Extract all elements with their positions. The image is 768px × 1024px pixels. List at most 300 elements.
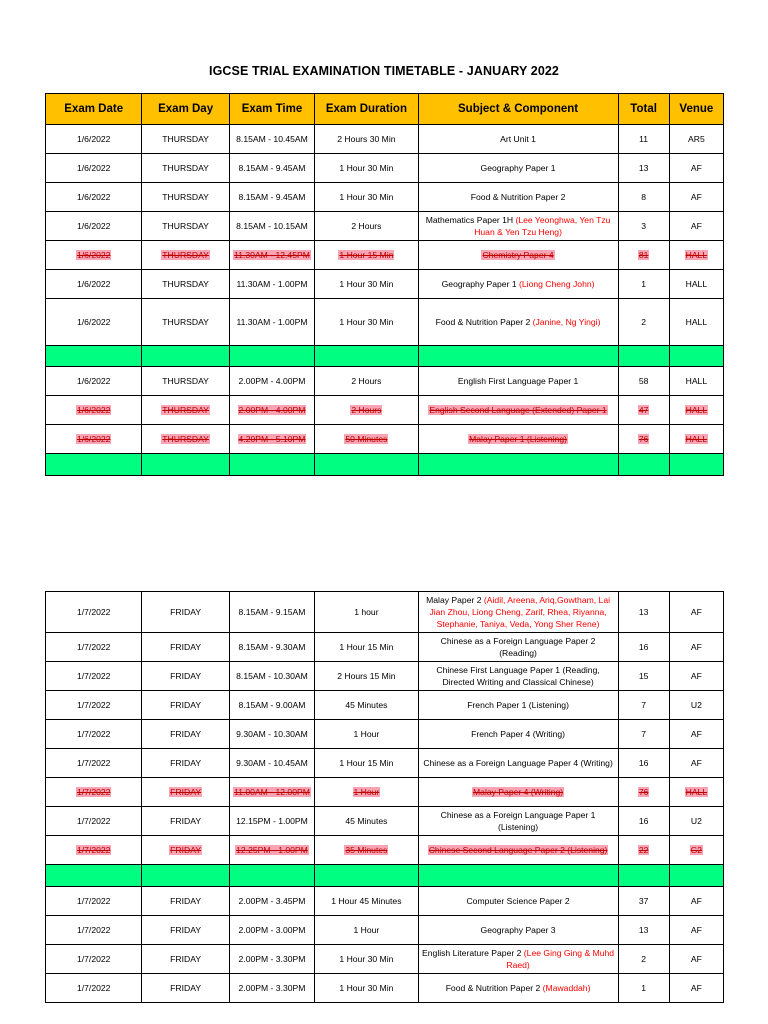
- exam-time-cell: [229, 836, 314, 865]
- exam-date-text: 1/6/2022: [76, 317, 111, 327]
- total-text: 8: [641, 192, 646, 202]
- subject-text: Chinese Second Language Paper 2 (Listening): [428, 845, 608, 855]
- table-row: [46, 916, 724, 945]
- exam-date-text: 1/6/2022: [76, 376, 111, 386]
- exam-day-cell: [142, 396, 229, 425]
- exam-day-text: FRIDAY: [170, 983, 202, 993]
- exam-duration-text: 1 Hour: [353, 925, 380, 935]
- exam-time-text: 4.20PM - 5.10PM: [238, 434, 306, 444]
- exam-day-cell: [142, 887, 229, 916]
- header-exam-time: Exam Time: [229, 94, 314, 125]
- exam-date-text: 1/7/2022: [76, 758, 111, 768]
- exam-time-text: 8.15AM - 10.45AM: [236, 134, 308, 144]
- venue-text: AF: [690, 642, 702, 652]
- subject-text: Chemistry Paper 4: [482, 250, 554, 260]
- total-text: 47: [638, 405, 649, 415]
- spacer-cell: [669, 865, 723, 887]
- exam-duration-cell: [315, 299, 418, 346]
- exam-time-cell: [229, 916, 314, 945]
- subject-text: Malay Paper 2: [426, 595, 482, 605]
- exam-time-text: 11.30AM - 12.45PM: [234, 250, 310, 260]
- exam-duration-text: 1 hour: [354, 607, 379, 617]
- exam-day-text: FRIDAY: [170, 816, 202, 826]
- spacer-cell: [229, 454, 314, 476]
- total-cell: [618, 836, 669, 865]
- venue-text: HALL: [685, 405, 708, 415]
- exam-duration-cell: [315, 887, 418, 916]
- header-row: [46, 94, 724, 125]
- exam-duration-text: 2 Hours 15 Min: [337, 671, 396, 681]
- exam-time-cell: [229, 212, 314, 241]
- exam-day-cell: [142, 154, 229, 183]
- venue-text: HALL: [685, 250, 708, 260]
- total-text: 13: [638, 607, 649, 617]
- exam-date-cell: [46, 916, 142, 945]
- total-text: 11: [639, 134, 649, 144]
- subject-cell: [418, 592, 618, 633]
- venue-text: AF: [690, 758, 702, 768]
- total-text: 1: [641, 983, 646, 993]
- spacer-cell: [418, 865, 618, 887]
- total-cell: [618, 887, 669, 916]
- exam-day-text: FRIDAY: [170, 845, 202, 855]
- venue-text: HALL: [685, 434, 708, 444]
- exam-day-text: THURSDAY: [162, 317, 209, 327]
- exam-day-cell: [142, 807, 229, 836]
- total-text: 15: [638, 671, 649, 681]
- exam-date-cell: [46, 183, 142, 212]
- spacer-cell: [618, 346, 669, 367]
- exam-day-text: THURSDAY: [162, 221, 209, 231]
- total-cell: [618, 720, 669, 749]
- subject-cell: [418, 836, 618, 865]
- total-text: 13: [638, 163, 649, 173]
- subject-cell: [418, 887, 618, 916]
- venue-text: AF: [690, 163, 702, 173]
- exam-time-text: 12.25PM - 1.00PM: [236, 845, 308, 855]
- subject-text: Food & Nutrition Paper 2: [470, 192, 566, 202]
- exam-date-cell: [46, 154, 142, 183]
- exam-day-cell: [142, 633, 229, 662]
- exam-date-text: 1/6/2022: [76, 134, 111, 144]
- exam-date-text: 1/6/2022: [76, 250, 111, 260]
- venue-text: AF: [690, 607, 702, 617]
- subject-text: Chinese First Language Paper 1 (Reading, Directed Writing and Classical Chinese): [436, 665, 600, 687]
- exam-time-text: 2.00PM - 3.30PM: [238, 954, 306, 964]
- exam-time-text: 8.15AM - 9.15AM: [238, 607, 306, 617]
- exam-date-cell: [46, 592, 142, 633]
- exam-duration-text: 1 Hour 15 Min: [339, 758, 394, 768]
- spacer-cell: [46, 454, 142, 476]
- exam-date-cell: [46, 778, 142, 807]
- exam-date-text: 1/6/2022: [76, 192, 111, 202]
- subject-cell: [418, 778, 618, 807]
- venue-text: AF: [690, 192, 702, 202]
- exam-date-text: 1/6/2022: [76, 405, 111, 415]
- total-cell: [618, 778, 669, 807]
- timetable-friday: [45, 591, 724, 1003]
- table-row: [46, 592, 724, 633]
- exam-duration-cell: [315, 662, 418, 691]
- venue-text: U2: [690, 816, 702, 826]
- subject-text: Chinese as a Foreign Language Paper 1 (Listening): [440, 810, 596, 832]
- exam-day-text: FRIDAY: [170, 787, 202, 797]
- subject-text: English Literature Paper 2: [422, 948, 522, 958]
- exam-time-text: 8.15AM - 10.30AM: [236, 671, 308, 681]
- exam-date-cell: [46, 367, 142, 396]
- total-text: 16: [638, 816, 649, 826]
- spacer-cell: [142, 346, 229, 367]
- exam-day-text: FRIDAY: [170, 607, 202, 617]
- exam-duration-cell: [315, 836, 418, 865]
- subject-cell: [418, 945, 618, 974]
- page-title: IGCSE TRIAL EXAMINATION TIMETABLE - JANUARY 2022: [209, 64, 559, 78]
- exam-duration-text: 35 Minutes: [345, 845, 388, 855]
- exam-date-text: 1/7/2022: [76, 642, 111, 652]
- exam-time-cell: [229, 691, 314, 720]
- exam-day-cell: [142, 720, 229, 749]
- total-text: 2: [641, 317, 646, 327]
- venue-cell: [669, 125, 723, 154]
- exam-duration-text: 45 Minutes: [345, 700, 388, 710]
- total-cell: [618, 945, 669, 974]
- table-row: [46, 396, 724, 425]
- exam-time-text: 9.30AM - 10.45AM: [236, 758, 308, 768]
- venue-text: HALL: [685, 787, 708, 797]
- exam-duration-cell: [315, 691, 418, 720]
- exam-duration-text: 1 Hour: [353, 787, 380, 797]
- exam-duration-cell: [315, 154, 418, 183]
- spacer-cell: [142, 865, 229, 887]
- spacer-row: [46, 865, 724, 887]
- exam-date-text: 1/7/2022: [76, 700, 111, 710]
- subject-cell: [418, 974, 618, 1003]
- exam-date-cell: [46, 974, 142, 1003]
- exam-duration-cell: [315, 396, 418, 425]
- subject-text: Food & Nutrition Paper 2: [435, 317, 531, 327]
- exam-date-cell: [46, 396, 142, 425]
- exam-time-text: 8.15AM - 9.00AM: [238, 700, 306, 710]
- exam-date-text: 1/7/2022: [76, 787, 111, 797]
- venue-cell: [669, 662, 723, 691]
- total-cell: [618, 662, 669, 691]
- exam-date-cell: [46, 807, 142, 836]
- exam-duration-text: 1 Hour 30 Min: [339, 192, 394, 202]
- spacer-cell: [315, 346, 418, 367]
- exam-time-cell: [229, 154, 314, 183]
- table-row: [46, 241, 724, 270]
- total-text: 37: [638, 896, 649, 906]
- subject-text: French Paper 1 (Listening): [467, 700, 569, 710]
- exam-time-cell: [229, 241, 314, 270]
- exam-day-cell: [142, 425, 229, 454]
- exam-time-text: 2.00PM - 3.00PM: [238, 925, 306, 935]
- spacer-row: [46, 454, 724, 476]
- exam-date-cell: [46, 125, 142, 154]
- exam-duration-text: 1 Hour 30 Min: [339, 163, 394, 173]
- candidate-note: (Liong Cheng John): [519, 279, 595, 289]
- exam-duration-cell: [315, 974, 418, 1003]
- exam-time-cell: [229, 183, 314, 212]
- exam-time-text: 8.15AM - 10.15AM: [236, 221, 308, 231]
- table-row: [46, 125, 724, 154]
- total-cell: [618, 749, 669, 778]
- exam-day-cell: [142, 916, 229, 945]
- exam-time-text: 8.15AM - 9.30AM: [238, 642, 306, 652]
- total-cell: [618, 592, 669, 633]
- exam-duration-text: 1 Hour 30 Min: [339, 954, 394, 964]
- total-cell: [618, 367, 669, 396]
- venue-cell: [669, 974, 723, 1003]
- exam-duration-cell: [315, 633, 418, 662]
- venue-cell: [669, 183, 723, 212]
- exam-time-cell: [229, 270, 314, 299]
- spacer-cell: [229, 346, 314, 367]
- candidate-note: (Aidil, Areena, Ariq,Gowtham, Lai Jian Zhou, Liong Cheng, Zarif, Rhea, Riyanna, Stephanie, Taniya, Veda, Yong Sher Rene): [429, 595, 611, 629]
- exam-day-cell: [142, 691, 229, 720]
- exam-time-text: 9.30AM - 10.30AM: [236, 729, 308, 739]
- exam-duration-text: 1 Hour 45 Minutes: [331, 896, 402, 906]
- table-row: [46, 749, 724, 778]
- total-text: 76: [638, 434, 649, 444]
- exam-duration-cell: [315, 270, 418, 299]
- exam-date-text: 1/7/2022: [76, 925, 111, 935]
- total-cell: [618, 633, 669, 662]
- venue-cell: [669, 241, 723, 270]
- exam-day-cell: [142, 945, 229, 974]
- exam-time-cell: [229, 720, 314, 749]
- exam-date-text: 1/6/2022: [76, 163, 111, 173]
- spacer-cell: [618, 865, 669, 887]
- table-row: [46, 633, 724, 662]
- exam-time-text: 11.00AM - 12.00PM: [234, 787, 310, 797]
- table-row: [46, 720, 724, 749]
- exam-duration-cell: [315, 125, 418, 154]
- total-text: 58: [638, 376, 649, 386]
- venue-cell: [669, 367, 723, 396]
- exam-date-cell: [46, 720, 142, 749]
- total-text: 7: [641, 729, 646, 739]
- exam-duration-cell: [315, 807, 418, 836]
- total-text: 1: [641, 279, 646, 289]
- exam-time-cell: [229, 396, 314, 425]
- exam-time-cell: [229, 125, 314, 154]
- exam-duration-cell: [315, 945, 418, 974]
- exam-day-text: THURSDAY: [162, 192, 209, 202]
- exam-day-cell: [142, 778, 229, 807]
- exam-time-text: 2.00PM - 4.00PM: [238, 376, 306, 386]
- exam-date-cell: [46, 749, 142, 778]
- exam-time-cell: [229, 807, 314, 836]
- subject-text: Chinese as a Foreign Language Paper 4 (Writing): [423, 758, 613, 768]
- exam-duration-cell: [315, 592, 418, 633]
- total-cell: [618, 154, 669, 183]
- table-row: [46, 887, 724, 916]
- venue-cell: [669, 633, 723, 662]
- subject-cell: [418, 396, 618, 425]
- subject-cell: [418, 633, 618, 662]
- exam-time-text: 2.00PM - 4.00PM: [238, 405, 306, 415]
- exam-duration-text: 1 Hour 30 Min: [339, 279, 394, 289]
- exam-time-cell: [229, 662, 314, 691]
- exam-date-text: 1/7/2022: [76, 954, 111, 964]
- exam-time-cell: [229, 592, 314, 633]
- exam-day-text: THURSDAY: [162, 434, 209, 444]
- header-subject-component: Subject & Component: [418, 94, 618, 125]
- exam-day-text: THURSDAY: [162, 405, 209, 415]
- subject-text: Computer Science Paper 2: [466, 896, 570, 906]
- exam-date-text: 1/7/2022: [76, 607, 111, 617]
- total-cell: [618, 691, 669, 720]
- exam-day-text: FRIDAY: [170, 671, 202, 681]
- exam-day-cell: [142, 662, 229, 691]
- exam-time-cell: [229, 633, 314, 662]
- spacer-cell: [142, 454, 229, 476]
- table-body: [46, 592, 724, 1003]
- venue-cell: [669, 720, 723, 749]
- subject-text: Geography Paper 3: [480, 925, 556, 935]
- subject-cell: [418, 367, 618, 396]
- subject-cell: [418, 212, 618, 241]
- exam-date-text: 1/6/2022: [76, 434, 111, 444]
- exam-time-cell: [229, 367, 314, 396]
- subject-text: English First Language Paper 1: [457, 376, 579, 386]
- exam-day-cell: [142, 749, 229, 778]
- exam-duration-text: 1 Hour 30 Min: [339, 983, 394, 993]
- exam-time-text: 2.00PM - 3.45PM: [238, 896, 306, 906]
- exam-date-cell: [46, 633, 142, 662]
- table-row: [46, 183, 724, 212]
- total-cell: [618, 974, 669, 1003]
- venue-cell: [669, 836, 723, 865]
- total-text: 3: [641, 221, 646, 231]
- subject-cell: [418, 183, 618, 212]
- exam-duration-cell: [315, 367, 418, 396]
- exam-duration-cell: [315, 212, 418, 241]
- exam-time-text: 11.30AM - 1.00PM: [236, 279, 308, 289]
- total-cell: [618, 299, 669, 346]
- subject-cell: [418, 154, 618, 183]
- exam-time-text: 8.15AM - 9.45AM: [238, 163, 306, 173]
- total-cell: [618, 212, 669, 241]
- table-row: [46, 807, 724, 836]
- exam-date-text: 1/7/2022: [76, 845, 111, 855]
- exam-time-cell: [229, 974, 314, 1003]
- total-text: 16: [638, 642, 649, 652]
- total-cell: [618, 425, 669, 454]
- subject-cell: [418, 270, 618, 299]
- subject-cell: [418, 299, 618, 346]
- venue-cell: [669, 154, 723, 183]
- spacer-cell: [315, 865, 418, 887]
- exam-date-text: 1/7/2022: [76, 983, 111, 993]
- exam-time-text: 11.30AM - 1.00PM: [236, 317, 308, 327]
- exam-day-text: THURSDAY: [162, 250, 209, 260]
- exam-day-text: FRIDAY: [170, 700, 202, 710]
- venue-text: U2: [690, 700, 702, 710]
- exam-time-cell: [229, 778, 314, 807]
- subject-cell: [418, 662, 618, 691]
- exam-day-text: THURSDAY: [162, 163, 209, 173]
- venue-cell: [669, 270, 723, 299]
- exam-day-cell: [142, 183, 229, 212]
- subject-text: Mathematics Paper 1H: [425, 215, 514, 225]
- spacer-cell: [618, 454, 669, 476]
- venue-text: AF: [690, 983, 702, 993]
- spacer-cell: [669, 346, 723, 367]
- subject-text: Geography Paper 1: [441, 279, 517, 289]
- table-row: [46, 299, 724, 346]
- table-row: [46, 154, 724, 183]
- exam-date-cell: [46, 212, 142, 241]
- table-row: [46, 425, 724, 454]
- exam-day-cell: [142, 241, 229, 270]
- exam-duration-text: 1 Hour: [353, 729, 380, 739]
- exam-duration-text: 45 Minutes: [345, 816, 388, 826]
- subject-cell: [418, 720, 618, 749]
- candidate-note: (Lee Yeonghwa, Yen Tzu Huan & Yen Tzu Heng): [474, 215, 611, 237]
- venue-text: AR5: [688, 134, 705, 144]
- exam-date-text: 1/6/2022: [76, 279, 111, 289]
- exam-day-cell: [142, 125, 229, 154]
- exam-day-text: THURSDAY: [162, 376, 209, 386]
- header-exam-date: Exam Date: [46, 94, 142, 125]
- exam-time-text: 2.00PM - 3.30PM: [238, 983, 306, 993]
- table-row: [46, 691, 724, 720]
- exam-date-text: 1/7/2022: [76, 816, 111, 826]
- total-text: 7: [641, 700, 646, 710]
- exam-time-cell: [229, 887, 314, 916]
- exam-time-text: 12.15PM - 1.00PM: [236, 816, 308, 826]
- total-cell: [618, 270, 669, 299]
- exam-date-cell: [46, 241, 142, 270]
- exam-date-text: 1/7/2022: [76, 896, 111, 906]
- exam-duration-text: 2 Hours: [351, 221, 382, 231]
- subject-text: Geography Paper 1: [480, 163, 556, 173]
- exam-day-text: FRIDAY: [170, 758, 202, 768]
- exam-duration-text: 2 Hours: [351, 405, 382, 415]
- table-row: [46, 212, 724, 241]
- exam-duration-cell: [315, 425, 418, 454]
- exam-date-text: 1/7/2022: [76, 671, 111, 681]
- venue-text: HALL: [685, 279, 708, 289]
- header-exam-day: Exam Day: [142, 94, 229, 125]
- venue-cell: [669, 425, 723, 454]
- exam-date-cell: [46, 662, 142, 691]
- exam-duration-cell: [315, 183, 418, 212]
- exam-day-cell: [142, 212, 229, 241]
- total-cell: [618, 807, 669, 836]
- venue-cell: [669, 212, 723, 241]
- exam-duration-text: 50 Minutes: [345, 434, 388, 444]
- exam-time-cell: [229, 749, 314, 778]
- spacer-cell: [669, 454, 723, 476]
- venue-text: AF: [690, 221, 702, 231]
- exam-duration-text: 2 Hours: [351, 376, 382, 386]
- exam-time-cell: [229, 945, 314, 974]
- venue-text: AF: [690, 896, 702, 906]
- exam-duration-text: 1 Hour 15 Min: [339, 250, 394, 260]
- venue-text: AF: [690, 729, 702, 739]
- table-row: [46, 945, 724, 974]
- table-body: [46, 125, 724, 476]
- total-text: 81: [638, 250, 649, 260]
- subject-text: Art Unit 1: [500, 134, 536, 144]
- exam-day-text: THURSDAY: [162, 134, 209, 144]
- venue-cell: [669, 299, 723, 346]
- exam-duration-text: 1 Hour 30 Min: [339, 317, 394, 327]
- subject-cell: [418, 425, 618, 454]
